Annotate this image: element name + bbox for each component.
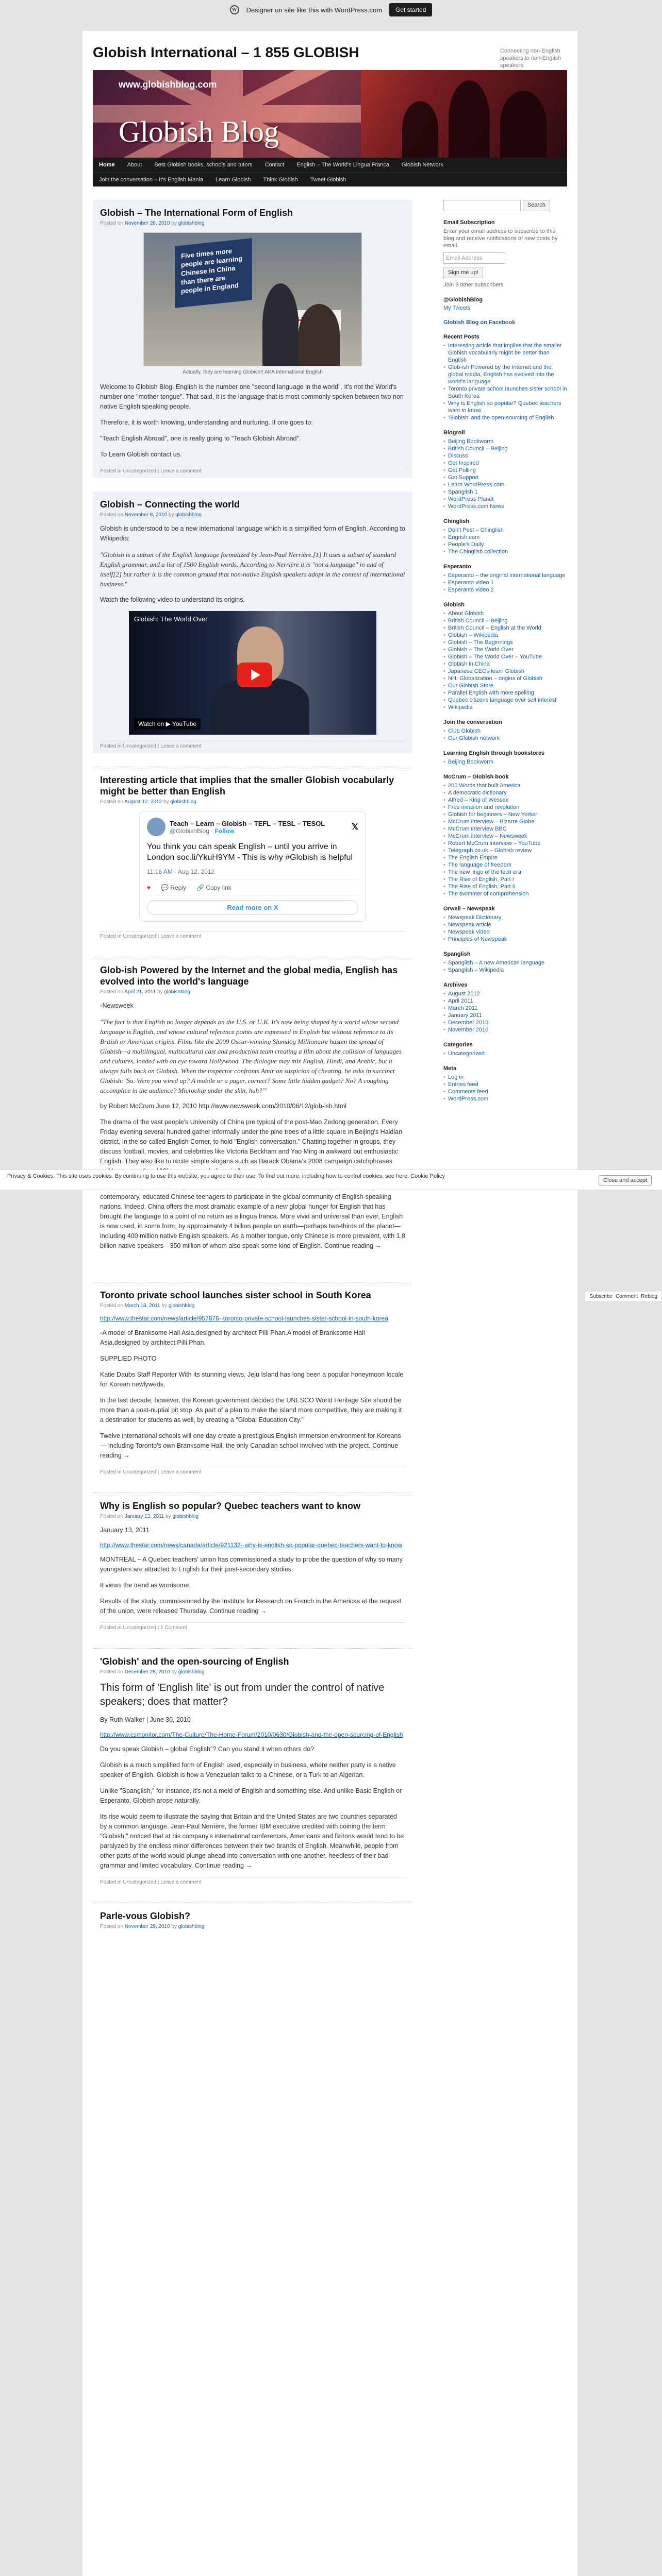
- widget-title: Spanglish: [443, 951, 471, 957]
- sidebar-link[interactable]: • 'Globish' and the open-sourcing of English: [443, 414, 567, 421]
- post-paragraph: Globish is a much simplified form of English used, especially in business, where neither party is a native speaker of English. Globish is how a Venezuelan talks to a Chinese, or a Turk to an Algerian.: [100, 1761, 396, 1778]
- post-footer[interactable]: Posted in Uncategorized | Leave a comment: [100, 466, 405, 474]
- post-meta-label: Posted on: [100, 1924, 124, 1929]
- main-navigation: [93, 158, 567, 187]
- post-paragraph: Welcome to Globish Blog. English is the number one "second language in the world". It's not the World's number one "mother tongue". That said, it is the language that is most commonly spoken between two non native English speaking people.: [100, 383, 404, 410]
- sidebar-link[interactable]: • Principles of Newspeak: [443, 936, 567, 943]
- sidebar-link[interactable]: • WordPress.com: [443, 1095, 567, 1103]
- categories-list: [443, 1050, 567, 1057]
- follow-button[interactable]: Follow: [214, 827, 235, 835]
- search-button[interactable]: Search: [523, 200, 550, 211]
- subscribe-button[interactable]: Subscribe: [589, 1294, 613, 1299]
- like-button[interactable]: [147, 884, 151, 891]
- spanglish-list: [443, 959, 567, 974]
- post-paragraph: Therefore, it is worth knowing, understanding and nurturing. If one goes to:: [100, 419, 313, 426]
- sidebar-link[interactable]: • Globish – The Beginnings: [443, 639, 567, 646]
- sidebar-link[interactable]: • Comments feed: [443, 1088, 567, 1095]
- sidebar-link[interactable]: • McCrum interview BBC: [443, 825, 567, 833]
- email-field[interactable]: Email Address: [443, 252, 505, 264]
- close-and-accept-button[interactable]: Close and accept: [599, 1175, 652, 1185]
- post: [93, 1282, 412, 1479]
- widget-title: Archives: [443, 982, 468, 988]
- learning-list: [443, 758, 567, 766]
- tweet-text: You think you can speak English – until you arrive in London soc.li/YkuH9YM - This is why #Globish is helpful: [147, 842, 353, 862]
- sidebar-link[interactable]: • Our Globish Store: [443, 682, 567, 689]
- post-meta-label: Posted on: [100, 989, 124, 995]
- article-link[interactable]: http://www.thestar.com/news/article/957876--toronto-private-school-launches-sister-school-in-south-korea: [100, 1315, 388, 1322]
- post-author-link[interactable]: globishblog: [168, 1303, 195, 1309]
- post-paragraph: Watch the following video to understand its origins.: [100, 596, 245, 603]
- post-paragraph: Its rise would seem to illustrate the saying that Britain and the United States are two countries separated by a common language. Jean-Paul Nerrière, the former IBM executive credited with coining the term "Globish," noticed that at his company's international conferences, Americans and Britons would tend to be paralyzed by the endless minor differences between their two brands of English. Meanwhile, people from other parts of the world would plunge ahead into conversation with one another, heedless of their bad grammar and limited vocabulary. Continue reading →: [100, 1813, 404, 1869]
- globish-widget: [443, 602, 567, 711]
- widget-title: Categories: [443, 1042, 473, 1048]
- nav-item[interactable]: Tweet Globish: [310, 176, 346, 183]
- email-subscription-widget: [443, 219, 567, 289]
- globish-list: [443, 610, 567, 711]
- post-paragraph: Results of the study, commissioned by the Institute for Research on French in the Americas at the request of the union, were released Thursday. Continue reading →: [100, 1598, 402, 1615]
- sidebar-link[interactable]: • January 2011: [443, 1012, 567, 1019]
- photo-caption: Actually, they are learning Globish!! AKA International English: [183, 369, 323, 375]
- sidebar-link[interactable]: • Globish – Wikipedia: [443, 632, 567, 639]
- reply-label: Reply: [170, 884, 187, 891]
- recent-posts-list: [443, 342, 567, 421]
- sidebar-link[interactable]: • Esperanto video 1: [443, 579, 567, 586]
- post-paragraph: Unlike "Spanglish," for instance, it's not a meld of English and something else. And unlike Basic English or Esperanto, Globish arose naturally.: [100, 1787, 402, 1804]
- post-meta: [100, 1669, 405, 1675]
- photo-sign-text: Five times more people are learning Chinese in China than there are people in England: [175, 238, 252, 308]
- link-icon: 🔗: [196, 884, 205, 891]
- post-paragraph-link[interactable]: by Robert McCrum June 12, 2010 http://www.newsweek.com/2010/06/12/glob-ish.html: [100, 1103, 347, 1110]
- sidebar-link[interactable]: • Uncategorized: [443, 1050, 567, 1057]
- sidebar-link[interactable]: • Glob-ish Powered by the Internet and the global media, English has evolved into the world's language: [443, 364, 567, 385]
- search-input[interactable]: [443, 200, 521, 211]
- sidebar-link[interactable]: • November 2010: [443, 1026, 567, 1033]
- widget-title: Blogroll: [443, 430, 465, 436]
- post-paragraph-link[interactable]: "Teach English Abroad", one is really going to "Teach Globish Abroad".: [100, 435, 301, 442]
- sidebar-link[interactable]: • Toronto private school launches sister school in South Korea: [443, 385, 567, 400]
- article-link[interactable]: http://www.csmonitor.com/The-Culture/The-Home-Forum/2010/0630/Globish-and-the-open-sourcing-of-English: [100, 1731, 403, 1738]
- sidebar-link[interactable]: • Spanglish 1: [443, 488, 567, 496]
- floating-action-bar: [585, 1291, 662, 1302]
- tweet-author-handle-row: @GlobishBlog · Follow: [170, 827, 235, 835]
- subscriber-count: Join 8 other subscribers: [443, 282, 504, 288]
- post-meta: [100, 1514, 405, 1519]
- post-title[interactable]: Interesting article that implies that the smaller Globish vocabularly might be better than English: [100, 775, 394, 796]
- nav-row: [93, 172, 567, 187]
- broken-image-icon: ▫: [100, 1002, 103, 1009]
- broken-image-alt: [100, 1001, 405, 1011]
- sidebar-link[interactable]: • British Council – English at the World: [443, 624, 567, 632]
- sidebar-link[interactable]: • Spanglish – A new American language: [443, 959, 567, 967]
- post-date-link[interactable]: November 29, 2010: [124, 1924, 170, 1929]
- sidebar-link[interactable]: • WordPress.com News: [443, 503, 567, 510]
- tweet-author: [170, 820, 325, 835]
- post-title[interactable]: Toronto private school launches sister school in South Korea: [100, 1290, 371, 1300]
- sidebar-link[interactable]: • McCrum interview – Bizarre Globe: [443, 818, 567, 825]
- post-meta-by: by: [171, 1669, 177, 1675]
- sidebar-link[interactable]: • Engrish.com: [443, 534, 567, 541]
- post-author-link[interactable]: globishblog: [175, 512, 202, 518]
- page: [82, 31, 577, 2576]
- post-meta-label: Posted on: [100, 1514, 124, 1519]
- image-alt-text: Newsweek: [102, 1002, 134, 1009]
- widget-title: Chinglish: [443, 518, 470, 524]
- sidebar-link[interactable]: • March 2011: [443, 1005, 567, 1012]
- wordpress-bar: [0, 0, 662, 20]
- widget-title: Globish: [443, 602, 465, 608]
- sidebar-link[interactable]: • Wikipedia: [443, 704, 567, 711]
- post-paragraph: It views the trend as worrisome.: [100, 1582, 191, 1589]
- widget-title: Join the conversation: [443, 719, 502, 725]
- post-paragraph: MONTREAL – A Quebec teachers' union has commissioned a study to probe the question of why so many youngsters are attracted to English for their post-secondary studies.: [100, 1556, 403, 1573]
- archives-list: [443, 990, 567, 1033]
- chinglish-list: [443, 527, 567, 555]
- esperanto-list: [443, 572, 567, 594]
- post-date-link[interactable]: April 21, 2011: [124, 989, 156, 995]
- post: [93, 200, 412, 478]
- blogroll-widget: [443, 430, 567, 510]
- post-date-link[interactable]: March 18, 2011: [124, 1303, 160, 1309]
- blogroll-list: [443, 438, 567, 510]
- post-photo[interactable]: [143, 232, 362, 366]
- sidebar-link[interactable]: • Newspeak Dictionary: [443, 914, 567, 921]
- post-quote: "The fact is that English no longer depends on the U.S. or U.K. It's now being shaped by a world whose second language is English, and whose cultural reference points are expressed in English but without reference to its British or American origins. Films like the 2009 Oscar-winning Slumdog Millionaire hasten the spread of Globish—a multilingual, multicultural cast and production team creating a film about the collision of languages and cultures, loaded with an eye toward Hollywood. The dialogue may mix English, Hindi, and Arabic, but it always falls back on Globish. When the inspector confronts Amir on suspicion of cheating, he asks in succinct Globish: 'So. Were you wired up? A mobile or a pager, correct? Some little hidden gadget? No? A coughing accomplice in the audience? Microchip under the skin, huh?'": [100, 1018, 402, 1094]
- post-paragraph: The drama of the vast people's University of China pre typical of the post-Mao Zedong generation. Every Friday evening several hundred gather informally under the pine trees of a little square in Beijing's Haidian district, in the so-called English Corner, to hold "English conversation." Chatting together in groups, they discuss football, movies, and celebrities like Victoria Beckham and Yao Ming in awkward but enthusiastic English. They also like to recite simple slogans such as Barack Obama's 2008 campaign catchphrases: [100, 1118, 403, 1165]
- post-meta: [100, 221, 405, 226]
- comment-button[interactable]: Comment: [615, 1294, 638, 1299]
- sidebar-link[interactable]: • People's Daily: [443, 541, 567, 548]
- nav-item[interactable]: Globish Network: [402, 162, 443, 168]
- post-title[interactable]: Globish – Connecting the world: [100, 499, 240, 510]
- archives-widget: [443, 982, 567, 1033]
- sidebar-link[interactable]: • Interesting article that implies that the smaller Globish vocabularly might be better than English: [443, 342, 567, 364]
- widget-title: Recent Posts: [443, 334, 479, 340]
- sidebar-link[interactable]: • A democratic dictionary: [443, 789, 567, 796]
- photo-person-graphic: [299, 304, 340, 366]
- sidebar-link[interactable]: • The swimmer of comprehension: [443, 890, 567, 897]
- post-title[interactable]: Globish – The International Form of English: [100, 208, 293, 218]
- widget-title: Esperanto: [443, 564, 471, 570]
- nav-row: [93, 158, 567, 172]
- sidebar-link[interactable]: • Globish for beginners – New Yorker: [443, 811, 567, 818]
- post-meta-by: by: [161, 1303, 167, 1309]
- sidebar-link[interactable]: • Globish – The World Over: [443, 646, 567, 653]
- sidebar-link[interactable]: • Alfred – King of Wessex: [443, 796, 567, 804]
- silhouette-graphic: [402, 101, 438, 158]
- banner-url: www.globishblog.com: [119, 79, 217, 90]
- sidebar-link[interactable]: • Quebec citizens language over self interest: [443, 697, 567, 704]
- my-tweets-link[interactable]: My Tweets: [443, 305, 471, 311]
- post-author-link[interactable]: globishblog: [178, 1924, 205, 1929]
- mccrum-widget: [443, 774, 567, 897]
- post-paragraph: January 13, 2011: [100, 1527, 150, 1534]
- post: [93, 957, 412, 1261]
- sidebar-link[interactable]: • The Rise of English, Part I: [443, 876, 567, 883]
- orwell-list: [443, 914, 567, 943]
- post-date-link[interactable]: January 13, 2011: [124, 1514, 164, 1519]
- widget-title: Learning English through bookstores: [443, 750, 545, 756]
- post-meta-label: Posted on: [100, 799, 124, 805]
- widget-title: McCrum – Globish book: [443, 774, 509, 780]
- get-started-button[interactable]: Get started: [389, 3, 432, 16]
- meta-widget: [443, 1065, 567, 1103]
- sidebar-link[interactable]: • Learn WordPress.com: [443, 481, 567, 488]
- sidebar-link[interactable]: • McCrum interview – Newsweek: [443, 833, 567, 840]
- sign-up-button[interactable]: Sign me up!: [443, 267, 483, 278]
- recent-posts-widget: [443, 334, 567, 421]
- post-meta-by: by: [171, 221, 177, 226]
- tweet-handle[interactable]: @GlobishBlog: [170, 827, 209, 835]
- tweet-date[interactable]: 11:16 AM · Aug 12, 2012: [147, 868, 358, 880]
- categories-widget: [443, 1042, 567, 1057]
- article-byline: By Ruth Walker | June 30, 2010: [100, 1716, 191, 1723]
- sidebar-link[interactable]: • Spanglish – Wikipedia: [443, 967, 567, 974]
- article-link[interactable]: http://www.thestar.com/news/canada/article/921132--why-is-english-so-popular-quebec-teachers-want-to-know: [100, 1541, 403, 1549]
- post-meta-by: by: [171, 1924, 177, 1929]
- play-icon[interactable]: [237, 663, 272, 687]
- sidebar-link[interactable]: • Esperanto – the original international language: [443, 572, 567, 579]
- post-paragraph: Katie Daubs Staff Reporter With its stunning views, Jeju Island has long been a popular honeymoon locale for Korean newlyweds.: [100, 1371, 404, 1388]
- wordpress-logo-icon[interactable]: W: [230, 5, 239, 14]
- reply-icon: 💬: [161, 884, 169, 891]
- post-footer[interactable]: Posted in Uncategorized | 1 Comment: [100, 1622, 405, 1631]
- site-header: [93, 44, 567, 69]
- post-paragraph: contemporary, educated Chinese teenagers to participate in the global community of English-speaking nations. Indeed, China offers the most dramatic example of a new global hunger for English that has brought the language to a point of no return as a lingua franca. More vivid and universal than ever, English is now used, in some form, by approximately 4 billion people on earth—perhaps two-thirds of the planet—including 400 million native English speakers. As a mother tongue, only Chinese is more prevalent, with 1.8 billion native speakers—350 million of whom also speak some kind of English. Continue reading →: [100, 1193, 405, 1249]
- post-paragraph: SUPPLIED PHOTO: [100, 1355, 157, 1362]
- post-paragraph: In the last decade, however, the Korean government decided the UNESCO World Heritage Site should be more than a post-nuptial pit stop. As part of a plan to make the island more competitive, they are making it a destination for students as well, by creating a "Global Education City.": [100, 1397, 402, 1423]
- nav-item[interactable]: English – The World's Lingua Franca: [296, 162, 390, 168]
- post: [93, 1493, 412, 1635]
- banner-title: Globish Blog: [119, 115, 279, 148]
- post-paragraph-link[interactable]: To Learn Globish contact us.: [100, 451, 182, 458]
- read-more-button[interactable]: Read more on X: [147, 900, 358, 915]
- reply-button[interactable]: [161, 884, 186, 891]
- sidebar-link[interactable]: • Robert McCrum interview – YouTube: [443, 840, 567, 847]
- twitter-widget: [443, 297, 567, 311]
- sidebar-link[interactable]: • The new lingo of the tech era: [443, 869, 567, 876]
- sidebar-link[interactable]: • Get Support: [443, 474, 567, 481]
- post-date-link[interactable]: December 28, 2010: [124, 1669, 170, 1675]
- sidebar-link[interactable]: • Entries feed: [443, 1081, 567, 1088]
- sidebar-link[interactable]: • Parallel English with more spelling: [443, 689, 567, 697]
- silhouette-graphic: [500, 91, 547, 158]
- nav-item[interactable]: Home: [99, 162, 115, 168]
- learning-widget: [443, 750, 567, 766]
- sidebar-link[interactable]: • About Globish: [443, 610, 567, 617]
- post-meta: [100, 1924, 405, 1929]
- facebook-link[interactable]: Globish Blog on Facebook: [443, 319, 516, 326]
- sidebar-link[interactable]: • Discuss: [443, 452, 567, 460]
- sidebar-link[interactable]: • The Chinglish collection: [443, 548, 567, 555]
- sidebar-link[interactable]: • Log in: [443, 1074, 567, 1081]
- sidebar-link[interactable]: • Newspeak video: [443, 928, 567, 936]
- post-title[interactable]: Glob-ish Powered by the Internet and the global media, English has evolved into the world's language: [100, 965, 398, 987]
- post-title[interactable]: Why is English so popular? Quebec teachers want to know: [100, 1501, 361, 1511]
- post-title[interactable]: Parle-vous Globish?: [100, 1911, 191, 1921]
- nav-item[interactable]: Join the conversation – It's English Mania: [99, 176, 204, 183]
- post: [93, 492, 412, 753]
- orwell-widget: [443, 906, 567, 943]
- silhouette-graphic: [449, 80, 490, 158]
- youtube-video-embed[interactable]: [129, 611, 376, 735]
- sidebar-link[interactable]: • The Rise of English, Part II: [443, 883, 567, 890]
- sidebar-link[interactable]: • Japanese CEOs learn Globish: [443, 668, 567, 675]
- tweet-actions: [147, 880, 358, 896]
- post-meta-by: by: [168, 512, 174, 518]
- meta-list: [443, 1074, 567, 1103]
- embedded-tweet[interactable]: [139, 811, 366, 922]
- sidebar-link[interactable]: • Beijing Bookworm: [443, 438, 567, 445]
- main-content: [93, 200, 412, 1953]
- nav-item[interactable]: About: [127, 162, 142, 168]
- tweet-header: [147, 818, 358, 836]
- post-title[interactable]: 'Globish' and the open-sourcing of English: [100, 1656, 289, 1667]
- post-author-link[interactable]: globishblog: [172, 1514, 199, 1519]
- post-paragraph: Twelve international schools will one day create a prestigious English immersion environment for Koreans — including Toronto's own Branksome Hall, the only Canadian school involved with the project. Continue reading →: [100, 1432, 401, 1459]
- post-meta-label: Posted on: [100, 512, 124, 518]
- post: [93, 1648, 412, 1889]
- copy-link-label: Copy link: [206, 884, 231, 891]
- widget-text: Enter your email address to subscribe to this blog and receive notifications of new posts by email.: [443, 228, 558, 249]
- sidebar-link[interactable]: • Free invasion and revolution: [443, 804, 567, 811]
- sidebar-link[interactable]: • WordPress Planet: [443, 496, 567, 503]
- post-paragraph: Do you speak Globish – global English"? Can you stand it when others do?: [100, 1745, 315, 1753]
- post-footer[interactable]: Posted in Uncategorized | Leave a comment: [100, 1877, 405, 1885]
- esperanto-widget: [443, 564, 567, 594]
- post-author-link[interactable]: globishblog: [164, 989, 190, 995]
- sidebar-link[interactable]: • Club Globish: [443, 727, 567, 735]
- photo-person-graphic: [262, 283, 299, 366]
- post-meta-label: Posted on: [100, 1303, 124, 1309]
- join-widget: [443, 719, 567, 742]
- sidebar-link[interactable]: • British Council – Beijing: [443, 445, 567, 452]
- article-deck: This form of 'English lite' is out from under the control of native speakers; does that matter?: [100, 1682, 385, 1707]
- widget-title[interactable]: @GlobishBlog: [443, 297, 483, 303]
- post-meta: [100, 1303, 405, 1309]
- broken-image-alt: [100, 1328, 405, 1348]
- post-author-link[interactable]: globishblog: [178, 221, 205, 226]
- post-meta-by: by: [166, 1514, 171, 1519]
- spanglish-widget: [443, 951, 567, 974]
- sidebar-link[interactable]: • Telegraph.co.uk – Globish review: [443, 847, 567, 854]
- widget-title: Email Subscription: [443, 219, 495, 226]
- cookie-text: Privacy & Cookies: This site uses cookies. By continuing to use this website, you agree to their use. To find out more, including how to control cookies, see here: Cookie Policy: [7, 1173, 445, 1179]
- post-meta-by: by: [157, 989, 163, 995]
- post: [93, 767, 412, 943]
- watch-on-youtube-button[interactable]: Watch on ▶ YouTube: [134, 718, 201, 730]
- post-paragraph: Globish is understood to be a new international language which is a simplified form of English. According to Wikipedia:: [100, 525, 406, 542]
- post-date-link[interactable]: November 26, 2010: [124, 221, 170, 226]
- post: [93, 1903, 412, 1940]
- sidebar-link[interactable]: • NH: Globalization – origins of Globish: [443, 675, 567, 682]
- post-meta: [100, 989, 405, 995]
- sidebar-link[interactable]: • August 2012: [443, 990, 567, 997]
- header-banner[interactable]: [93, 70, 567, 158]
- x-logo-icon[interactable]: 𝕏: [352, 823, 358, 832]
- sidebar-link[interactable]: • Don't Pest – Chinglish: [443, 527, 567, 534]
- post-meta-label: Posted on: [100, 1669, 124, 1675]
- sidebar-link[interactable]: • Globish in China: [443, 660, 567, 668]
- widget-title: Orwell – Newspeak: [443, 906, 495, 912]
- chinglish-widget: [443, 518, 567, 555]
- sidebar-link[interactable]: • The language of freedom: [443, 861, 567, 869]
- join-list: [443, 727, 567, 742]
- sidebar-link[interactable]: • Our Globish network: [443, 735, 567, 742]
- sidebar-link[interactable]: • The English Empire: [443, 854, 567, 861]
- post-meta: [100, 512, 405, 518]
- sidebar-link[interactable]: • Beijing Bookworm: [443, 758, 567, 766]
- mccrum-list: [443, 782, 567, 897]
- post-date-link[interactable]: August 12, 2012: [124, 799, 162, 805]
- sidebar-link[interactable]: • Get Polling: [443, 467, 567, 474]
- site-tagline: Connecting non-English speakers to non-English speakers: [500, 48, 561, 69]
- post-meta: [100, 799, 405, 805]
- site-title[interactable]: Globish International – 1 855 GLOBISH: [93, 44, 359, 60]
- wordpress-bar-text[interactable]: Designer un site like this with WordPress.com: [246, 6, 383, 14]
- post-footer[interactable]: Posted in Uncategorized | Leave a comment: [100, 1467, 405, 1475]
- broken-image-icon: ▫: [100, 1329, 103, 1336]
- sidebar-link[interactable]: • Why is English so popular? Quebec teachers want to know: [443, 400, 567, 414]
- sidebar-link[interactable]: • April 2011: [443, 997, 567, 1005]
- sidebar: [443, 200, 567, 1953]
- cookie-banner: [0, 1170, 662, 1190]
- facebook-widget: [443, 319, 567, 326]
- sidebar-link[interactable]: • Get Inspired: [443, 460, 567, 467]
- avatar[interactable]: [147, 818, 166, 836]
- search-widget: [443, 200, 567, 211]
- heart-icon: ♥: [147, 884, 151, 891]
- copy-link-button[interactable]: [196, 884, 231, 891]
- widget-title: Meta: [443, 1065, 457, 1072]
- nav-item[interactable]: Learn Globish: [216, 176, 251, 183]
- sidebar-link[interactable]: • Globish – The World Over – YouTube: [443, 653, 567, 660]
- nav-item[interactable]: Think Globish: [263, 176, 298, 183]
- sidebar-link[interactable]: • Esperanto video 2: [443, 586, 567, 594]
- post-author-link[interactable]: globishblog: [178, 1669, 205, 1675]
- reblog-button[interactable]: Reblog: [641, 1294, 657, 1299]
- sidebar-link[interactable]: • 200 Words that built America: [443, 782, 567, 789]
- post-meta-by: by: [163, 799, 169, 805]
- post-date-link[interactable]: November 8, 2010: [124, 512, 168, 518]
- sidebar-link[interactable]: • December 2010: [443, 1019, 567, 1026]
- post-author-link[interactable]: globishblog: [170, 799, 196, 805]
- post-meta-label: Posted on: [100, 221, 124, 226]
- nav-item[interactable]: Contact: [264, 162, 285, 168]
- post-footer[interactable]: Posted in Uncategorized | Leave a comment: [100, 931, 405, 939]
- sidebar-link[interactable]: • Newspeak article: [443, 921, 567, 928]
- search-form: [443, 200, 567, 211]
- content-columns: [93, 200, 567, 1953]
- tweet-author-name[interactable]: Teach – Learn – Globish – TEFL – TESL – TESOL: [170, 819, 325, 827]
- sidebar-link[interactable]: • British Council – Beijing: [443, 617, 567, 624]
- image-alt-text: A model of Branksome Hall Asia,designed by architect Pilli Phan.A model of Branksome Hall Asia,designed by architect Pilli Phan.: [100, 1329, 365, 1346]
- video-title[interactable]: Globish: The World Over: [134, 615, 208, 623]
- post-footer[interactable]: Posted in Uncategorized | Leave a comment: [100, 741, 405, 749]
- nav-item[interactable]: Best Globish books, schools and tutors: [154, 162, 253, 168]
- post-quote: "Globish is a subset of the English language formalized by Jean-Paul Nerrière.[1] It uses a subset of standard English grammar, and a list of 1500 English words. According to Nerrière it is "not a language" in and of itself[2] but rather it is the common ground that non-native English speakers adopt in the context of international business.": [100, 551, 405, 588]
